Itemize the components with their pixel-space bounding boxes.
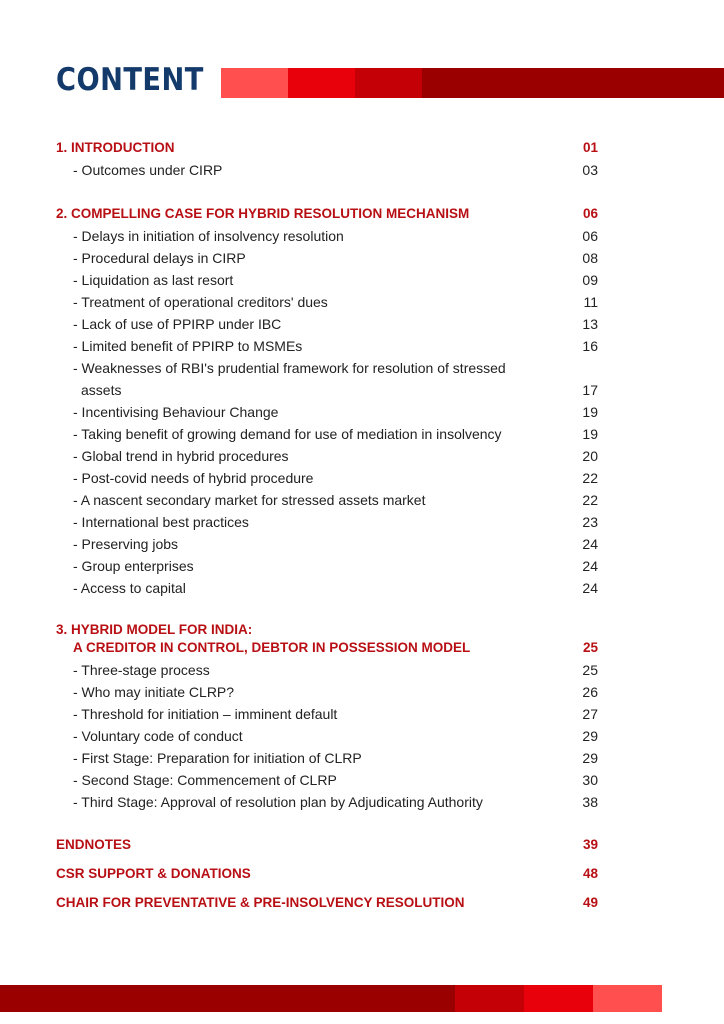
bottom-bar-segment (524, 985, 593, 1012)
toc-entry[interactable]: - Delays in initiation of insolvency resolution 06 (73, 228, 598, 244)
toc-entry[interactable]: - Procedural delays in CIRP 08 (73, 250, 598, 266)
toc-entry[interactable]: - Treatment of operational creditors' dues 11 (73, 294, 598, 310)
toc-page-number: 26 (582, 684, 598, 700)
top-accent-bar (221, 68, 724, 98)
toc-page-number: 09 (582, 272, 598, 288)
toc-page-number: 01 (582, 140, 598, 155)
toc-page-number: 17 (582, 382, 598, 398)
toc-page-number: 20 (582, 448, 598, 464)
toc-entry[interactable]: - Threshold for initiation – imminent default 27 (73, 706, 598, 722)
toc-entry[interactable]: - Global trend in hybrid procedures 20 (73, 448, 598, 464)
toc-entry[interactable]: - Incentivising Behaviour Change 19 (73, 404, 598, 420)
toc-entry-continuation[interactable]: assets 17 (81, 382, 598, 398)
toc-heading-chair[interactable]: CHAIR FOR PREVENTATIVE & PRE-INSOLVENCY RESOLUTION 49 (56, 893, 598, 913)
toc-page-number: 13 (582, 316, 598, 332)
toc-entry[interactable]: - International best practices 23 (73, 514, 598, 530)
toc-page-number: 11 (583, 294, 598, 310)
toc-heading-csr-support[interactable]: CSR SUPPORT & DONATIONS 48 (56, 864, 598, 884)
toc-entry[interactable]: - Lack of use of PPIRP under IBC 13 (73, 316, 598, 332)
toc-page-number: 19 (582, 426, 598, 442)
top-bar-segment (422, 68, 724, 98)
toc-entry[interactable]: - A nascent secondary market for stressed assets market 22 (73, 492, 598, 508)
toc-heading-hybrid-model-subtitle[interactable]: A CREDITOR IN CONTROL, DEBTOR IN POSSESSION MODEL 25 (56, 638, 598, 658)
toc-page-number: 38 (582, 794, 598, 810)
toc-entry[interactable]: - Preserving jobs 24 (73, 536, 598, 552)
toc-entry[interactable]: - Liquidation as last resort 09 (73, 272, 598, 288)
bottom-bar-segment (455, 985, 524, 1012)
toc-heading-compelling-case[interactable]: 2. COMPELLING CASE FOR HYBRID RESOLUTION MECHANISM 06 (56, 204, 598, 224)
toc-page-number: 39 (582, 837, 598, 852)
toc-entry[interactable]: - Access to capital 24 (73, 580, 598, 596)
top-bar-segment (221, 68, 288, 98)
toc-page-number: 29 (582, 728, 598, 744)
toc-page-number: 16 (582, 338, 598, 354)
bottom-bar-segment (0, 985, 455, 1012)
toc-entry[interactable]: - Taking benefit of growing demand for use of mediation in insolvency 19 (73, 426, 598, 442)
toc-entry[interactable]: - First Stage: Preparation for initiation of CLRP 29 (73, 750, 598, 766)
toc-heading-hybrid-model[interactable]: 3. HYBRID MODEL FOR INDIA: (56, 622, 253, 637)
toc-entry[interactable]: - Weaknesses of RBI's prudential framework for resolution of stressed (73, 360, 506, 376)
page-title: CONTENT (56, 62, 204, 98)
toc-page-number: 25 (582, 640, 598, 655)
top-bar-segment (288, 68, 355, 98)
toc-entry[interactable]: - Three-stage process 25 (73, 662, 598, 678)
toc-page-number: 30 (582, 772, 598, 788)
toc-page-number: 27 (582, 706, 598, 722)
toc-page-number: 06 (582, 228, 598, 244)
toc-page-number: 19 (582, 404, 598, 420)
toc-entry[interactable]: - Group enterprises 24 (73, 558, 598, 574)
toc-page-number: 22 (582, 492, 598, 508)
bottom-bar-segment (593, 985, 662, 1012)
toc-page-number: 23 (582, 514, 598, 530)
toc-entry[interactable]: - Post-covid needs of hybrid procedure 22 (73, 470, 598, 486)
toc-entry[interactable]: - Second Stage: Commencement of CLRP 30 (73, 772, 598, 788)
toc-page-number: 22 (582, 470, 598, 486)
toc-heading-introduction[interactable]: 1. INTRODUCTION 01 (56, 138, 598, 158)
toc-page-number: 03 (582, 162, 598, 178)
top-bar-segment (355, 68, 422, 98)
toc-page-number: 24 (582, 536, 598, 552)
toc-entry[interactable]: - Voluntary code of conduct 29 (73, 728, 598, 744)
toc-page-number: 25 (582, 662, 598, 678)
toc-page-number: 06 (582, 206, 598, 221)
toc-entry[interactable]: - Who may initiate CLRP? 26 (73, 684, 598, 700)
toc-page-number: 24 (582, 558, 598, 574)
toc-entry[interactable]: - Third Stage: Approval of resolution plan by Adjudicating Authority 38 (73, 794, 598, 810)
toc-page-number: 24 (582, 580, 598, 596)
bottom-accent-bar (0, 985, 662, 1012)
toc-page-number: 48 (582, 866, 598, 881)
toc-entry[interactable]: - Limited benefit of PPIRP to MSMEs 16 (73, 338, 598, 354)
toc-page-number: 49 (582, 895, 598, 910)
toc-heading-endnotes[interactable]: ENDNOTES 39 (56, 835, 598, 855)
toc-page-number: 08 (582, 250, 598, 266)
toc-page-number: 29 (582, 750, 598, 766)
toc-entry[interactable]: - Outcomes under CIRP 03 (73, 162, 598, 178)
